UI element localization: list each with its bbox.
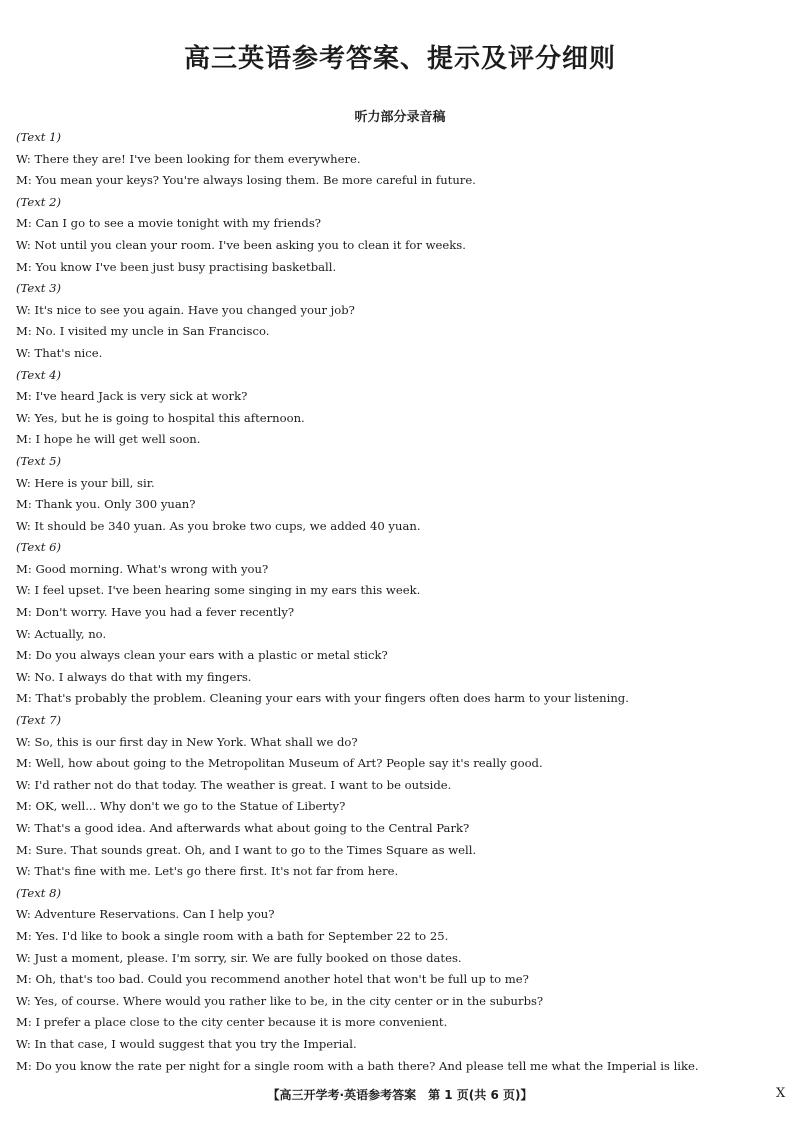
dialogue-line: W: Just a moment, please. I'm sorry, sir. We are fully booked on those dates. — [16, 950, 462, 965]
dialogue-line: W: It's nice to see you again. Have you changed your job? — [16, 302, 355, 317]
dialogue-line: M: No. I visited my uncle in San Francisco. — [16, 324, 270, 339]
dialogue-line: M: Oh, that's too bad. Could you recommend another hotel that won't be full up to me? — [16, 972, 529, 987]
page-footer: 【高三开学考·英语参考答案 第 1 页(共 6 页)】 — [267, 1088, 533, 1102]
dialogue-line: W: Not until you clean your room. I've been asking you to clean it for weeks. — [16, 237, 466, 252]
dialogue-line: W: No. I always do that with my fingers. — [16, 669, 252, 684]
document-title: 高三英语参考答案、提示及评分细则 — [183, 44, 616, 74]
dialogue-line: W: In that case, I would suggest that you try the Imperial. — [16, 1036, 357, 1051]
dialogue-line: M: Do you always clean your ears with a plastic or metal stick? — [16, 648, 388, 663]
text-label: (Text 1) — [16, 130, 61, 144]
section-heading: 听力部分录音稿 — [354, 110, 446, 125]
dialogue-line: M: That's probably the problem. Cleaning your ears with your fingers often does harm to your listening. — [16, 691, 629, 706]
dialogue-line: M: Do you know the rate per night for a single room with a bath there? And please tell me what the Imperial is like. — [16, 1058, 699, 1073]
dialogue-line: W: Here is your bill, sir. — [16, 475, 155, 490]
footer-mark: X — [776, 1086, 786, 1101]
dialogue-line: M: Good morning. What's wrong with you? — [16, 561, 269, 576]
dialogue-line: W: I'd rather not do that today. The weather is great. I want to be outside. — [16, 777, 452, 792]
text-label: (Text 7) — [16, 713, 61, 728]
dialogue-line: W: That's fine with me. Let's go there first. It's not far from here. — [16, 864, 399, 879]
dialogue-line: W: Yes, but he is going to hospital this afternoon. — [16, 410, 305, 425]
transcript-body — [16, 127, 792, 1077]
dialogue-line: M: You mean your keys? You're always losing them. Be more careful in future. — [16, 173, 476, 188]
dialogue-line: M: Can I go to see a movie tonight with my friends? — [16, 216, 321, 231]
text-label: (Text 4) — [16, 367, 61, 382]
dialogue-line: M: I've heard Jack is very sick at work? — [16, 389, 248, 404]
dialogue-line: W: There they are! I've been looking for them everywhere. — [16, 151, 361, 166]
dialogue-line: W: Yes, of course. Where would you rather like to be, in the city center or in the suburbs? — [16, 993, 544, 1008]
dialogue-line: W: That's a good idea. And afterwards what about going to the Central Park? — [16, 821, 470, 835]
dialogue-line: M: Thank you. Only 300 yuan? — [16, 497, 196, 512]
dialogue-line: W: Adventure Reservations. Can I help you? — [16, 907, 275, 922]
dialogue-line: M: I hope he will get well soon. — [16, 432, 201, 447]
text-label: (Text 6) — [16, 540, 61, 555]
dialogue-line: M: Sure. That sounds great. Oh, and I want to go to the Times Square as well. — [16, 842, 477, 857]
dialogue-line: M: Don't worry. Have you had a fever recently? — [16, 605, 295, 620]
dialogue-line: M: Yes. I'd like to book a single room with a bath for September 22 to 25. — [16, 928, 449, 943]
dialogue-line: M: You know I've been just busy practising basketball. — [16, 259, 337, 274]
dialogue-line: W: So, this is our first day in New York. What shall we do? — [16, 734, 358, 749]
dialogue-line: W: It should be 340 yuan. As you broke two cups, we added 40 yuan. — [16, 518, 421, 533]
dialogue-line: M: I prefer a place close to the city center because it is more convenient. — [16, 1015, 448, 1030]
dialogue-line: W: That's nice. — [16, 345, 103, 360]
dialogue-line: M: Well, how about going to the Metropolitan Museum of Art? People say it's really good. — [16, 756, 543, 771]
text-label: (Text 5) — [16, 453, 61, 468]
dialogue-line: M: OK, well... Why don't we go to the Statue of Liberty? — [16, 799, 346, 814]
dialogue-line: W: Actually, no. — [16, 626, 107, 641]
text-label: (Text 8) — [16, 885, 61, 900]
text-label: (Text 3) — [16, 281, 61, 296]
dialogue-line: W: I feel upset. I've been hearing some singing in my ears this week. — [16, 583, 421, 598]
text-label: (Text 2) — [16, 194, 61, 209]
